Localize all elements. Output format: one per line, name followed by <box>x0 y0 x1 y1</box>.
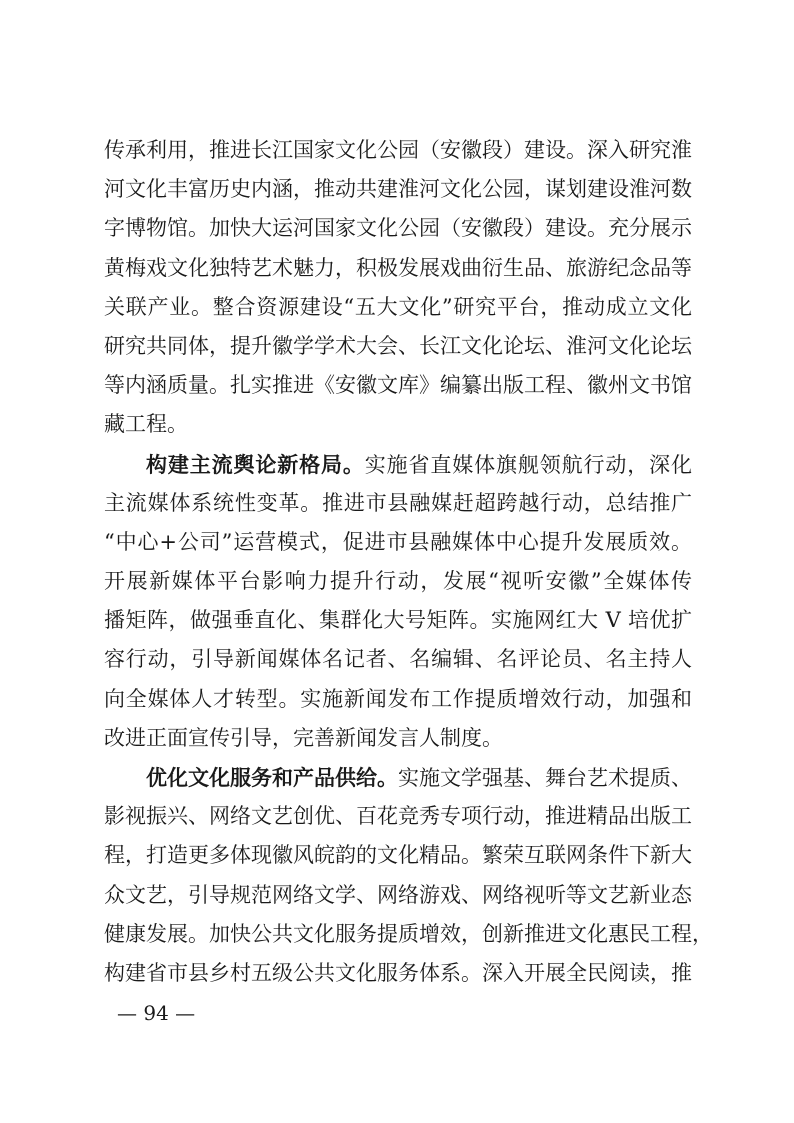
paragraph-first-line <box>104 445 692 484</box>
text-line: 开展新媒体平台影响力提升行动，发展“视听安徽”全媒体传 <box>104 569 692 594</box>
text-line: 程，打造更多体现徽风皖韵的文化精品。繁荣互联网条件下新大 <box>104 843 692 868</box>
text-line: 改进正面宣传引导，完善新闻发言人制度。 <box>104 725 503 750</box>
text-line: 黄梅戏文化独特艺术魅力，积极发展戏曲衍生品、旅游纪念品等 <box>104 255 692 280</box>
text-line: 构建省市县乡村五级公共文化服务体系。深入开展全民阅读，推 <box>104 960 692 985</box>
section-heading: 构建主流舆论新格局。 <box>146 451 365 477</box>
text-line: 研究共同体，提升徽学学术大会、长江文化论坛、淮河文化论坛 <box>104 333 692 358</box>
text-line: 等内涵质量。扎实推进《安徽文库》编纂出版工程、徽州文书馆 <box>104 373 692 398</box>
text-line: 主流媒体系统性变革。推进市县融媒赶超跨越行动，总结推广 <box>104 490 692 515</box>
page-number: — 94 — <box>117 1001 196 1025</box>
text-line: 河文化丰富历史内涵，推动共建淮河文化公园，谋划建设淮河数 <box>104 177 692 202</box>
body-text <box>104 131 713 993</box>
text-line: 健康发展。加快公共文化服务提质增效，创新推进文化惠民工程， <box>104 921 713 946</box>
text-line: 传承利用，推进长江国家文化公园（安徽段）建设。深入研究淮 <box>104 138 692 162</box>
paragraph-first-line <box>104 758 692 797</box>
text-line: 众文艺，引导规范网络文学、网络游戏、网络视听等文艺新业态 <box>104 882 692 907</box>
text-line: 影视振兴、网络文艺创优、百花竞秀专项行动，推进精品出版工 <box>104 804 692 829</box>
text-line: “中心+公司”运营模式，促进市县融媒体中心提升发展质效。 <box>104 529 692 554</box>
text-run: 实施省直媒体旗舰领航行动，深化 <box>364 452 692 477</box>
text-line: 播矩阵，做强垂直化、集群化大号矩阵。实施网红大 V 培优扩 <box>104 608 692 633</box>
text-run: 实施文学强基、舞台艺术提质、 <box>398 766 692 790</box>
section-heading: 优化文化服务和产品供给。 <box>146 765 398 790</box>
text-line: 关联产业。整合资源建设“五大文化”研究平台，推动成立文化 <box>104 294 692 319</box>
text-line: 容行动，引导新闻媒体名记者、名编辑、名评论员、名主持人 <box>104 647 692 672</box>
text-line: 向全媒体人才转型。实施新闻发布工作提质增效行动，加强和 <box>104 686 692 711</box>
text-line: 藏工程。 <box>104 412 188 437</box>
text-line: 字博物馆。加快大运河国家文化公园（安徽段）建设。充分展示 <box>104 216 692 241</box>
